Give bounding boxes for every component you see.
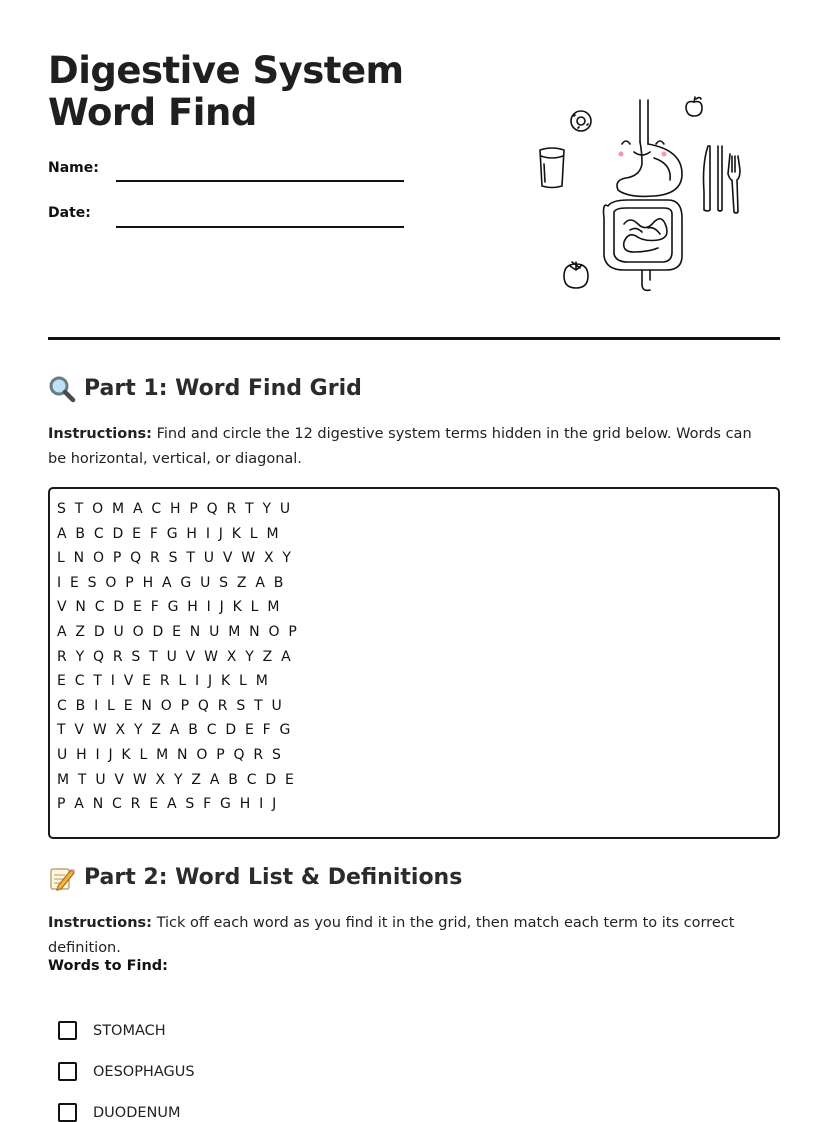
words-to-find-title: Words to Find:: [48, 958, 168, 974]
face-icon: [619, 141, 667, 157]
grid-row: A Z D U O D E N U M N O P: [57, 623, 299, 640]
part2-heading-text: Part 2: Word List & Definitions: [84, 865, 463, 890]
grid-row: V N C D E F G H I J K L M: [57, 599, 282, 616]
word-list-item[interactable]: [58, 1103, 181, 1122]
word-label: STOMACH: [93, 1022, 166, 1039]
part1-instructions-label: Instructions:: [48, 426, 152, 442]
part2-heading: [48, 864, 462, 892]
name-label: Name:: [48, 160, 99, 176]
grid-row: I E S O P H A G U S Z A B: [57, 574, 286, 591]
page-title: Digestive System Word Find: [48, 49, 404, 134]
tomato-icon: [564, 262, 588, 288]
donut-icon: [571, 111, 591, 131]
part2-instructions-text: Tick off each word as you find it in the grid, then match each term to its correct definition.: [48, 915, 735, 956]
glass-icon: [540, 148, 564, 188]
grid-row: R Y Q R S T U V W X Y Z A: [57, 648, 293, 665]
word-checkbox[interactable]: [58, 1062, 77, 1081]
word-label: OESOPHAGUS: [93, 1063, 195, 1080]
word-find-grid: [48, 487, 780, 839]
word-label: DUODENUM: [93, 1104, 181, 1121]
date-label: Date:: [48, 205, 91, 221]
apple-icon: [686, 97, 702, 116]
word-list-item[interactable]: [58, 1062, 195, 1081]
word-checkbox[interactable]: [58, 1103, 77, 1122]
part2-instructions-label: Instructions:: [48, 915, 152, 931]
part2-instructions: [48, 911, 768, 961]
grid-row: P A N C R E A S F G H I J: [57, 796, 279, 813]
grid-row: S T O M A C H P Q R T Y U: [57, 501, 293, 517]
part1-heading: [48, 375, 362, 403]
grid-row: M T U V W X Y Z A B C D E: [57, 771, 297, 788]
part1-heading-text: Part 1: Word Find Grid: [84, 376, 362, 401]
word-checkbox[interactable]: [58, 1021, 77, 1040]
cutlery-icon: [704, 146, 741, 213]
digestive-system-illustration: [532, 94, 746, 294]
memo-pencil-icon: [48, 864, 76, 892]
grid-row: C B I L E N O P Q R S T U: [57, 697, 284, 714]
grid-row: U H I J K L M N O P Q R S: [57, 746, 284, 763]
grid-row: A B C D E F G H I J K L M: [57, 525, 281, 542]
part1-instructions-text: Find and circle the 12 digestive system terms hidden in the grid below. Words can be horizontal, vertical, or diagonal.: [48, 426, 752, 467]
section-divider: [48, 337, 780, 340]
grid-row: L N O P Q R S T U V W X Y: [57, 550, 294, 567]
word-list-item[interactable]: [58, 1021, 166, 1040]
grid-row: E C T I V E R L I J K L M: [57, 673, 270, 690]
name-field[interactable]: [116, 180, 404, 182]
part1-instructions: [48, 422, 768, 472]
magnifying-glass-icon: [48, 375, 76, 403]
date-field[interactable]: [116, 226, 404, 228]
grid-row: T V W X Y Z A B C D E F G: [57, 722, 293, 739]
